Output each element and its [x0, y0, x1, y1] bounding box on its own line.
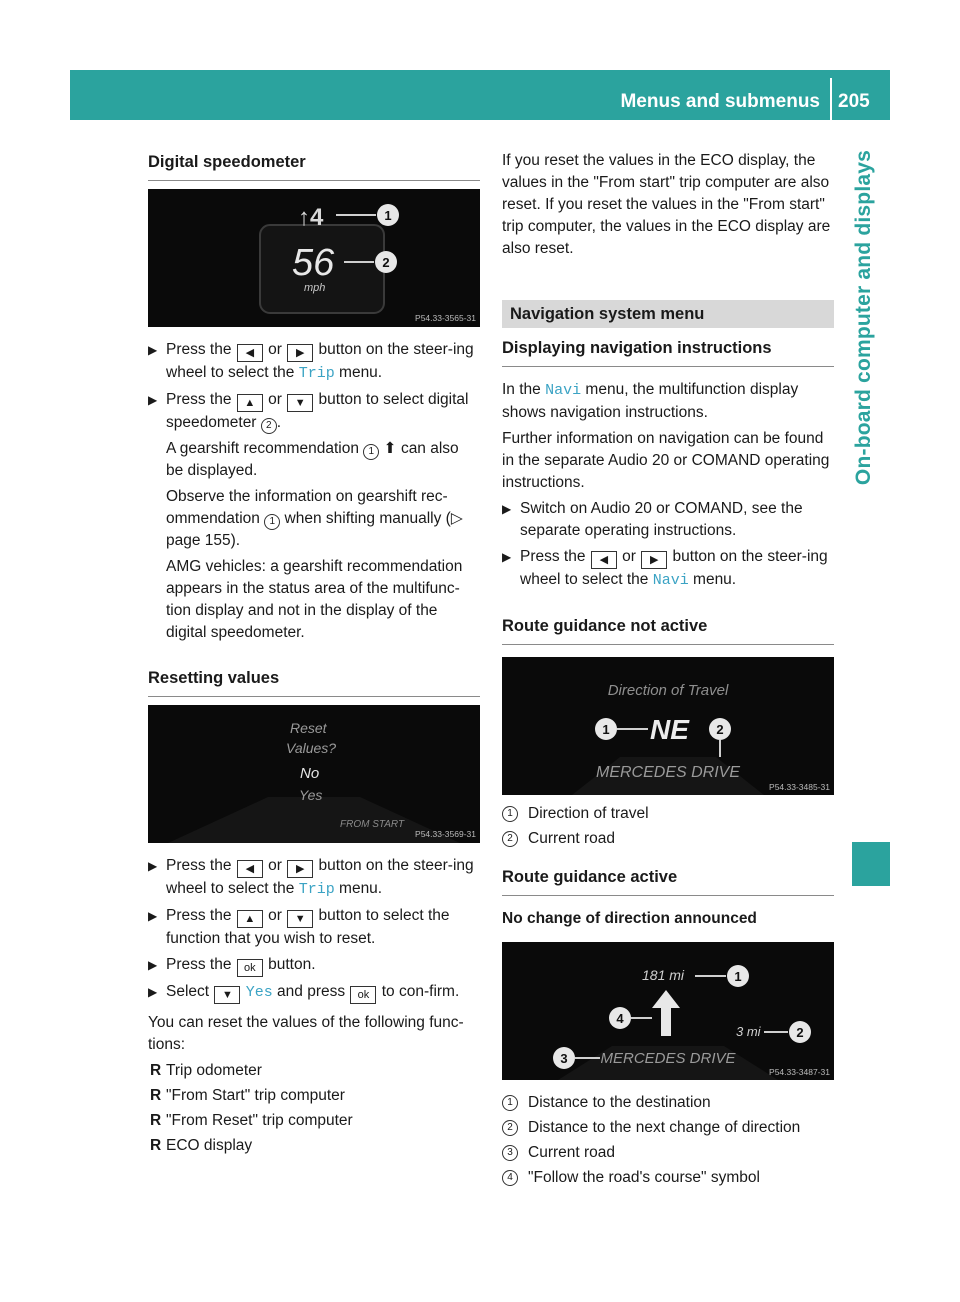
reset-line-1: Reset	[290, 720, 327, 736]
callout-3: 3	[560, 1051, 568, 1066]
bullet-icon: R	[150, 1062, 162, 1079]
step-arrow-icon: ▶	[148, 985, 158, 999]
speedo-speed-text: 56	[292, 242, 335, 284]
step-switch-on-audio: ▶ Switch on Audio 20 or COMAND, see the separate operating instructions.	[502, 500, 803, 539]
ok-button-icon: ok	[350, 986, 376, 1004]
callout-number: 2	[502, 1120, 518, 1136]
up-button-icon: ▲	[237, 394, 263, 412]
section-bar-navigation: Navigation system menu	[502, 300, 834, 328]
paragraph-reset-intro: You can reset the values of the following func-tions:	[148, 1014, 464, 1053]
step-select-trip-menu: ▶ Press the ◀ or ▶ button on the steer-ing wheel to select the Trip menu.	[148, 341, 474, 382]
step-arrow-icon: ▶	[148, 343, 158, 357]
nav-road-text: MERCEDES DRIVE	[600, 1050, 736, 1067]
step-reset-confirm: ▶ Select ▼ Yes and press ok to con-firm.	[148, 981, 480, 1004]
reset-line-2: Values?	[286, 740, 337, 756]
figure-route-not-active	[502, 657, 834, 795]
section-heading-route-active: Route guidance active	[502, 865, 834, 896]
up-button-icon: ▲	[237, 910, 263, 928]
ok-button-icon: ok	[237, 959, 263, 977]
paragraph-amg-vehicles: AMG vehicles: a gearshift recommendation appears in the status area of the multifunc-tion display and not in the display of the digital speedometer.	[166, 558, 463, 641]
nav-distance-text: 181 mi	[642, 967, 685, 983]
nav-title-text: Direction of Travel	[607, 682, 729, 699]
menu-name-trip: Trip	[298, 881, 335, 898]
step-reset-press-ok: ▶ Press the ok button.	[148, 954, 480, 977]
legend-item: 1 Distance to the destination	[502, 1092, 834, 1114]
callout-2: 2	[796, 1025, 804, 1040]
callout-1: 1	[384, 208, 392, 223]
left-button-icon: ◀	[237, 860, 263, 878]
figure-route-active	[502, 942, 834, 1080]
callout-2: 2	[716, 722, 724, 737]
reset-line-3: No	[300, 765, 320, 782]
down-button-icon: ▼	[214, 986, 240, 1004]
menu-name-navi: Navi	[652, 572, 689, 589]
callout-number: 2	[502, 831, 518, 847]
section-heading-navigation-instructions: Displaying navigation instructions	[502, 336, 834, 367]
list-item: R ECO display	[148, 1135, 480, 1157]
paragraph-gearshift-recommendation: A gearshift recommendation 1 ⬆ can also be displayed.	[166, 440, 459, 479]
callout-2: 2	[382, 255, 390, 270]
menu-name-yes: Yes	[245, 984, 273, 1001]
step-reset-select-function: ▶ Press the ▲ or ▼ button to select the function that you wish to reset.	[148, 907, 450, 947]
legend-item: 2 Distance to the next change of direction	[502, 1117, 834, 1139]
nav-direction-text: NE	[650, 714, 689, 745]
section-heading-route-not-active: Route guidance not active	[502, 614, 834, 645]
callout-1-inline: 1	[264, 514, 280, 530]
callout-2-inline: 2	[261, 418, 277, 434]
figure-code: P54.33-3485-31	[769, 782, 830, 792]
callout-number: 1	[502, 806, 518, 822]
left-button-icon: ◀	[591, 551, 617, 569]
page-number: 205	[838, 91, 870, 112]
right-button-icon: ▶	[287, 344, 313, 362]
step-arrow-icon: ▶	[502, 550, 512, 564]
right-button-icon: ▶	[287, 860, 313, 878]
bullet-icon: R	[150, 1137, 162, 1154]
speedo-unit-text: mph	[304, 282, 326, 294]
legend-item: 3 Current road	[502, 1142, 834, 1164]
right-button-icon: ▶	[641, 551, 667, 569]
figure-digital-speedometer	[148, 189, 480, 327]
step-arrow-icon: ▶	[148, 909, 158, 923]
figure-code: P54.33-3569-31	[415, 829, 476, 839]
subheading-no-change: No change of direction announced	[502, 910, 757, 927]
chapter-tab	[838, 150, 890, 820]
chapter-marker	[852, 842, 890, 886]
page-section-title: Menus and submenus	[620, 91, 820, 112]
section-heading-digital-speedometer: Digital speedometer	[148, 150, 480, 181]
reset-line-5: FROM START	[340, 819, 405, 830]
paragraph-observe-information: Observe the information on gearshift rec-ommendation 1 when shifting manually (▷ page 155).	[166, 488, 463, 549]
callout-number: 4	[502, 1170, 518, 1186]
figure-code: P54.33-3487-31	[769, 1067, 830, 1077]
step-arrow-icon: ▶	[148, 958, 158, 972]
legend-item: 4 "Follow the road's course" symbol	[502, 1167, 834, 1189]
legend-item: 1 Direction of travel	[502, 803, 834, 825]
step-arrow-icon: ▶	[502, 502, 512, 516]
step-reset-select-trip: ▶ Press the ◀ or ▶ button on the steer-ing wheel to select the Trip menu.	[148, 857, 474, 898]
legend-item: 2 Current road	[502, 828, 834, 850]
paragraph-eco-reset: If you reset the values in the ECO display, the values in the "From start" trip computer are also reset. If you reset the values in the "From start" trip computer, the values in the ECO display are also reset.	[502, 152, 831, 257]
nav-road-text: MERCEDES DRIVE	[595, 764, 741, 781]
bullet-icon: R	[150, 1087, 162, 1104]
down-button-icon: ▼	[287, 394, 313, 412]
bullet-icon: R	[150, 1112, 162, 1129]
upshift-arrow-icon: ⬆	[383, 440, 397, 457]
left-button-icon: ◀	[237, 344, 263, 362]
step-arrow-icon: ▶	[148, 393, 158, 407]
menu-name-trip: Trip	[298, 365, 335, 382]
list-item: R "From Start" trip computer	[148, 1085, 480, 1107]
section-heading-resetting-values: Resetting values	[148, 666, 480, 697]
left-column	[148, 150, 480, 1160]
callout-1: 1	[602, 722, 610, 737]
speedo-gear-text: ↑4	[298, 204, 324, 231]
chapter-tab-label: On-board computer and displays	[852, 150, 875, 486]
reset-line-4: Yes	[299, 787, 323, 803]
list-item: R Trip odometer	[148, 1060, 480, 1082]
callout-1: 1	[734, 969, 742, 984]
callout-1-inline: 1	[363, 444, 379, 460]
callout-4: 4	[616, 1011, 624, 1026]
header-divider	[830, 78, 832, 120]
figure-reset-values	[148, 705, 480, 843]
callout-number: 1	[502, 1095, 518, 1111]
step-arrow-icon: ▶	[148, 859, 158, 873]
nav-next-text: 3 mi	[736, 1024, 761, 1039]
step-select-navi-menu: ▶ Press the ◀ or ▶ button on the steer-ing wheel to select the Navi menu.	[502, 548, 828, 589]
paragraph-further-information: Further information on navigation can be found in the separate Audio 20 or COMAND operating instructions.	[502, 430, 830, 491]
down-button-icon: ▼	[287, 910, 313, 928]
figure-code: P54.33-3565-31	[415, 313, 476, 323]
callout-number: 3	[502, 1145, 518, 1161]
right-column	[502, 150, 834, 1192]
step-select-speedometer: ▶ Press the ▲ or ▼ button to select digital speedometer 2 . A gearshift recommendation 1 ⬆ can also be displayed. Observe the information on gearshift rec-ommendation 1 when shifting manually (▷ page 155). AMG vehicles: a gearshift recommendation appears in the status area of the multifunc-tion display and not in the display of the digital speedometer.	[148, 389, 480, 644]
menu-name-navi: Navi	[545, 382, 582, 399]
paragraph-navi-menu: In the Navi menu, the multifunction display shows navigation instructions.	[502, 381, 799, 421]
list-item: R "From Reset" trip computer	[148, 1110, 480, 1132]
